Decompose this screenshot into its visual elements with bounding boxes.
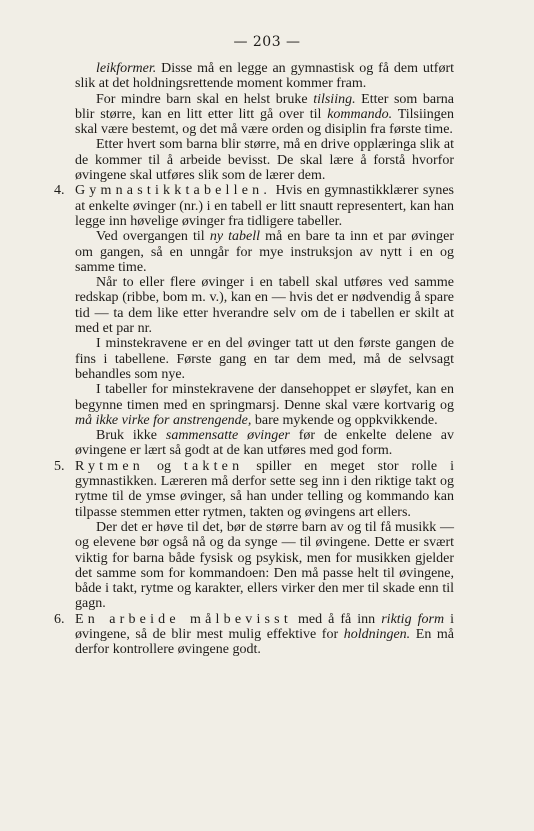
page-number: — 203 — bbox=[233, 34, 301, 50]
emphasis: må ikke virke for anstrengende, bbox=[75, 412, 252, 428]
text-run: En må derfor kontrollere øvingene godt. bbox=[75, 626, 454, 658]
text-run: I tabeller for minstekravene der dansehoppet er sløyfet, kan en begynne timen med en springmarsj. Denne skal være kortvarig og bbox=[75, 382, 454, 413]
item-number: 6. bbox=[54, 611, 65, 627]
text-run: i øvingene, så de blir mest mulig effektive for bbox=[75, 611, 454, 642]
emphasis: holdningen. bbox=[343, 626, 411, 642]
text-run: før de enkelte delene av øvingene er lært så godt at de kan utføres med god form. bbox=[75, 428, 454, 459]
text-run: Ved overgangen til bbox=[96, 229, 210, 245]
paragraph bbox=[75, 612, 454, 658]
item-heading: En arbeide målbevisst bbox=[75, 611, 292, 627]
item-heading: takten bbox=[183, 458, 244, 474]
text-run: Etter som barna blir større, kan en litt etter litt gå over til bbox=[75, 91, 454, 122]
text-run: Disse må en legge an gymnastisk og få dem utført slik at det holdningsrettende moment kommer fram. bbox=[75, 61, 454, 92]
text-run: Tilsiingen skal være bestemt, og det må være orden og disiplin fra første time. bbox=[75, 106, 454, 138]
emphasis: tilsiing. bbox=[313, 91, 356, 107]
body-text bbox=[54, 61, 454, 658]
emphasis: kommando. bbox=[327, 106, 393, 122]
item-number: 4. bbox=[54, 183, 65, 199]
text-run: og bbox=[143, 458, 184, 474]
paragraph bbox=[75, 183, 454, 229]
paragraph: Når to eller flere øvinger i en tabell skal utføres ved samme redskap (ribbe, bom m. v.), kan en — hvis det er nødvendig å spare tid — ta dem like etter hverandre selv om de i tabellen er skilt at med et par nr. bbox=[75, 275, 454, 337]
text-run: Hvis en gymnastikklærer synes at enkelte øvinger (nr.) i en tabell er litt snautt representert, kan han legge inn høvelige øvinger fra tidligere tabeller. bbox=[75, 183, 454, 229]
emphasis: sammensatte øvinger bbox=[165, 428, 290, 444]
item-heading: Rytmen bbox=[75, 458, 144, 474]
paragraph: I minstekravene er en del øvinger tatt ut den første gangen de fins i tabellene. Første gang en tar dem med, må de selvsagt behandles som nye. bbox=[75, 336, 454, 382]
item-heading: Gymnastikktabellen. bbox=[75, 183, 272, 199]
paragraph bbox=[54, 382, 454, 428]
text-run: For mindre barn skal en helst bruke bbox=[96, 91, 314, 107]
emphasis: leikformer. bbox=[96, 61, 157, 76]
text-run: må en bare ta inn et par øvinger om gangen, så en unngår for mye instruksjon av nytt i en og samme time. bbox=[75, 229, 454, 275]
emphasis: riktig form bbox=[381, 611, 445, 627]
list-item-4 bbox=[54, 183, 454, 229]
list-item-6 bbox=[54, 612, 454, 658]
text-run: spiller en meget stor rolle i gymnastikken. Læreren må derfor sette seg inn i den riktige takt og rytme til de ymse øvinger, så han under telling og kommando kan tilpasse stemmen etter rytmen, takten og øvingens art ellers. bbox=[75, 458, 454, 520]
list-item-5 bbox=[54, 459, 454, 520]
item-number: 5. bbox=[54, 458, 65, 474]
text-run: Bruk ikke bbox=[96, 428, 166, 444]
paragraph bbox=[54, 428, 454, 459]
paragraph: Der det er høve til det, bør de større barn av og til få musikk — og elevene bør også nå og da synge — til øvingene. Dette er svært viktig for barna både fysisk og psykisk, men for musikken gjelder det samme som for kommandoen: Den må passe helt til øvingene, både i takt, rytme og karakter, ellers virker den mer til skade enn til gagn. bbox=[75, 519, 454, 612]
paragraph bbox=[54, 92, 454, 138]
text-run: med å få inn bbox=[291, 611, 382, 627]
text-run: bare mykende og oppkvikkende. bbox=[251, 412, 438, 428]
paragraph bbox=[54, 61, 454, 92]
emphasis: ny tabell bbox=[209, 229, 261, 245]
paragraph: Etter hvert som barna blir større, må en drive opplæringa slik at de kommer til å arbeide bevisst. De skal lære å forstå hvorfor øvingene skal utføres slik som de lærer dem. bbox=[75, 137, 454, 184]
paragraph bbox=[75, 459, 454, 520]
paragraph bbox=[54, 229, 454, 275]
